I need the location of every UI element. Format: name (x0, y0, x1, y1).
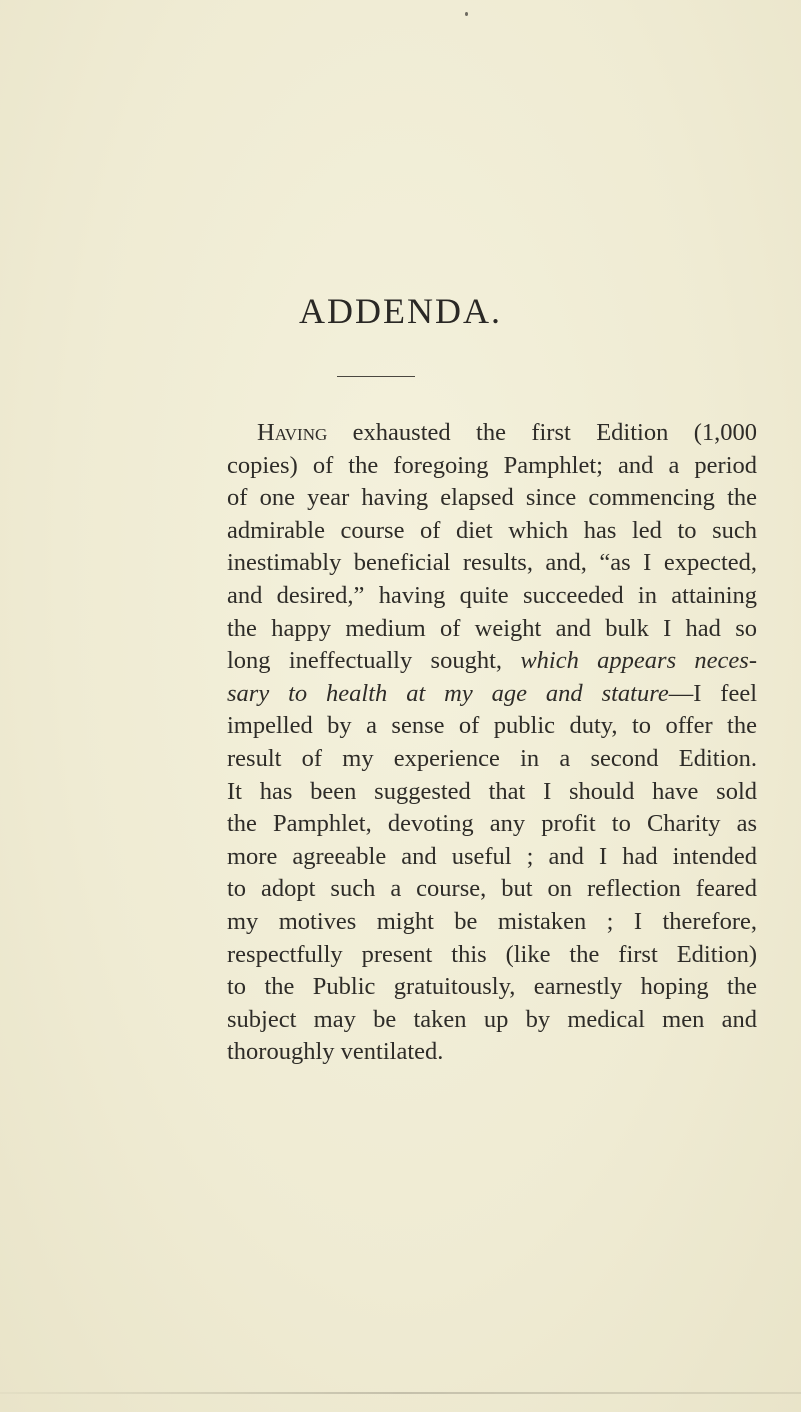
text-line: It has been suggested that I should have sold (227, 777, 757, 805)
text-line: more agreeable and useful ; and I had intended (227, 842, 757, 870)
text-line: copies) of the foregoing Pamphlet; and a period (227, 451, 757, 479)
text-line: inestimably beneficial results, and, “as I expected, (227, 549, 757, 577)
body-paragraph (227, 417, 757, 1069)
text-line: thoroughly ventilated. (227, 1038, 444, 1066)
text-line: admirable course of diet which has led to such (227, 516, 757, 544)
text-line: long ineffectually sought, which appears neces- (227, 647, 757, 675)
text-line: the Pamphlet, devoting any profit to Charity as (227, 810, 757, 838)
text-line: Having exhausted the first Edition (1,000 (257, 419, 757, 446)
text-line: to adopt such a course, but on reflection feared (227, 875, 757, 903)
italic-phrase: which appears neces- (520, 647, 757, 675)
italic-phrase: sary to health at my age and stature (227, 679, 669, 707)
page-title: ADDENDA. (299, 291, 502, 331)
text-line: impelled by a sense of public duty, to offer the (227, 712, 757, 740)
text-line: result of my experience in a second Edition. (227, 744, 757, 772)
text-line: the happy medium of weight and bulk I had so (227, 614, 757, 642)
paper-speck (465, 12, 468, 16)
text-line: my motives might be mistaken ; I therefore, (227, 907, 757, 935)
text-line: respectfully present this (like the first Edition) (227, 940, 757, 968)
text-line: of one year having elapsed since commencing the (227, 484, 757, 512)
page-edge-shadow (0, 1392, 801, 1394)
title-divider (337, 376, 415, 377)
opening-word: Having (257, 419, 328, 446)
text-line: to the Public gratuitously, earnestly hoping the (227, 973, 757, 1001)
text-line: sary to health at my age and stature—I feel (227, 679, 757, 707)
text-line: and desired,” having quite succeeded in attaining (227, 581, 757, 609)
text-line: subject may be taken up by medical men and (227, 1005, 757, 1033)
